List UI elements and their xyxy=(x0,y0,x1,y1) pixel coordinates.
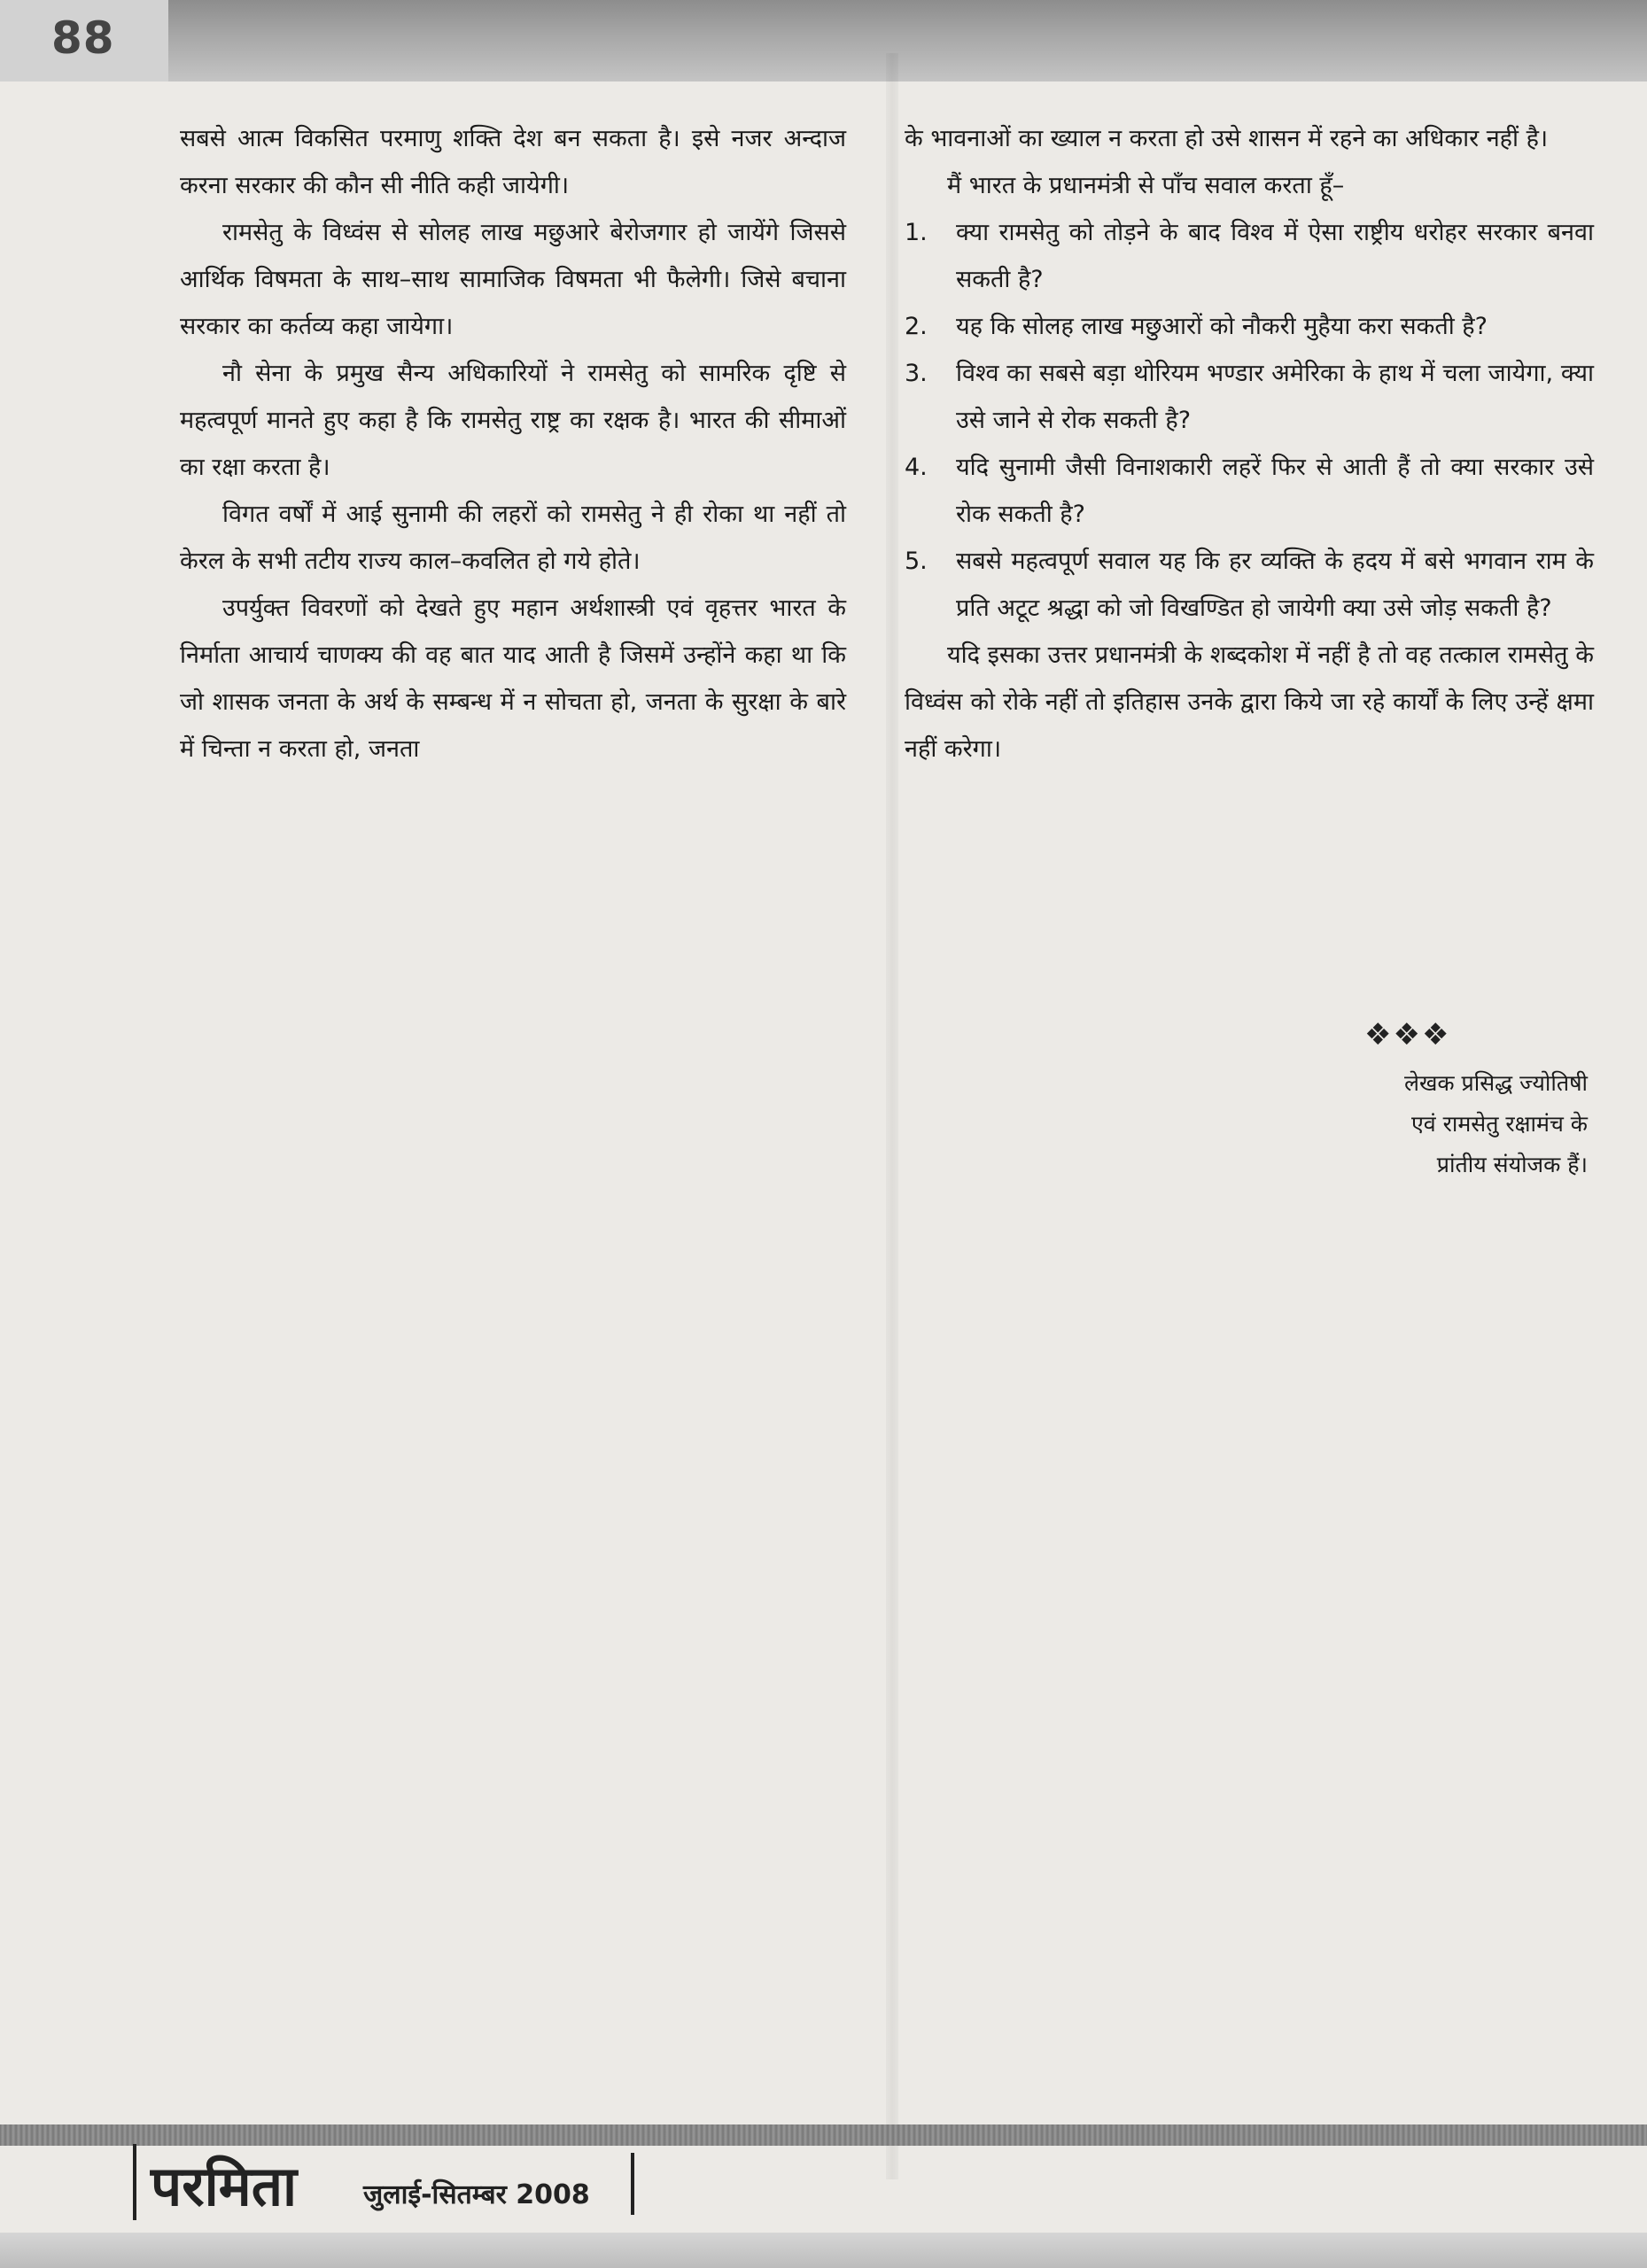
paragraph: रामसेतु के विध्वंस से सोलह लाख मछुआरे बेरोजगार हो जायेंगे जिससे आर्थिक विषमता के साथ–साथ सामाजिक विषमता भी फैलेगी। जिसे बचाना सरकार का कर्तव्य कहा जायेगा। xyxy=(180,219,847,340)
list-item xyxy=(905,444,1594,538)
list-item xyxy=(905,350,1594,444)
author-note-line: एवं रामसेतु रक्षामंच के xyxy=(1410,1111,1588,1137)
list-item xyxy=(905,538,1594,632)
question-text: यदि सुनामी जैसी विनाशकारी लहरें फिर से आती हैं तो क्या सरकार उसे रोक सकती है? xyxy=(956,454,1594,528)
questions-list xyxy=(905,209,1594,632)
right-column xyxy=(905,115,1594,773)
page-number: 88 xyxy=(51,12,115,64)
paragraph: विगत वर्षों में आई सुनामी की लहरों को रामसेतु ने ही रोका था नहीं तो केरल के सभी तटीय राज्य काल–कवलित हो गये होते। xyxy=(180,501,846,575)
magazine-title: परमिता xyxy=(151,2154,298,2218)
question-text: विश्व का सबसे बड़ा थोरियम भण्डार अमेरिका के हाथ में चला जायेगा, क्या उसे जाने से रोक सकती है? xyxy=(956,360,1594,434)
list-number: 5. xyxy=(905,548,928,575)
list-item xyxy=(905,303,1594,350)
paragraph-continuation: के भावनाओं का ख्याल न करता हो उसे शासन में रहने का अधिकार नहीं है। xyxy=(905,125,1549,152)
list-number: 4. xyxy=(905,454,928,481)
bottom-strip xyxy=(0,2233,1647,2268)
show-through-shadow xyxy=(886,53,898,2179)
author-note-line: प्रांतीय संयोजक हैं। xyxy=(1436,1152,1588,1177)
author-note-line: लेखक प्रसिद्ध ज्योतिषी xyxy=(1404,1070,1588,1096)
diamond-divider-icon: ❖❖❖ xyxy=(1364,1017,1451,1052)
list-number: 2. xyxy=(905,313,928,340)
list-item xyxy=(905,209,1594,303)
paragraph: सबसे आत्म विकसित परमाणु शक्ति देश बन सकता है। इसे नजर अन्दाज करना सरकार की कौन सी नीति कही जायेगी। xyxy=(180,125,846,199)
author-note xyxy=(1240,1063,1588,1185)
questions-intro: मैं भारत के प्रधानमंत्री से पाँच सवाल करता हूँ– xyxy=(947,172,1345,199)
question-text: क्या रामसेतु को तोड़ने के बाद विश्व में ऐसा राष्ट्रीय धरोहर सरकार बनवा सकती है? xyxy=(956,219,1594,293)
question-text: यह कि सोलह लाख मछुआरों को नौकरी मुहैया करा सकती है? xyxy=(956,313,1488,340)
top-header-band xyxy=(0,0,1647,82)
footer-band xyxy=(0,2124,1647,2146)
left-column xyxy=(180,115,846,773)
paragraph: नौ सेना के प्रमुख सैन्य अधिकारियों ने रामसेतु को सामरिक दृष्टि से महत्वपूर्ण मानते हुए कहा है कि रामसेतु राष्ट्र का रक्षक है। भारत की सीमाओं का रक्षा करता है। xyxy=(180,360,846,481)
question-text: सबसे महत्वपूर्ण सवाल यह कि हर व्यक्ति के हदय में बसे भगवान राम के प्रति अटूट श्रद्धा को जो विखण्डित हो जायेगी क्या उसे जोड़ सकती है? xyxy=(956,548,1594,622)
list-number: 3. xyxy=(905,360,928,387)
paragraph: उपर्युक्त विवरणों को देखते हुए महान अर्थशास्त्री एवं वृहत्तर भारत के निर्माता आचार्य चाणक्य की वह बात याद आती है जिसमें उन्होंने कहा था कि जो शासक जनता के अर्थ के सम्बन्ध में न सोचता हो, जनता के सुरक्षा के बारे में चिन्ता न करता हो, जनता xyxy=(180,594,846,763)
list-number: 1. xyxy=(905,219,928,246)
footer-rule xyxy=(631,2153,634,2215)
footer-rule xyxy=(133,2144,136,2220)
closing-paragraph: यदि इसका उत्तर प्रधानमंत्री के शब्दकोश में नहीं है तो वह तत्काल रामसेतु के विध्वंस को रोके नहीं तो इतिहास उनके द्वारा किये जा रहे कार्यों के लिए उन्हें क्षमा नहीं करेगा। xyxy=(905,641,1594,763)
page-number-box xyxy=(0,0,168,82)
issue-date: जुलाई-सितम्बर 2008 xyxy=(363,2179,590,2210)
